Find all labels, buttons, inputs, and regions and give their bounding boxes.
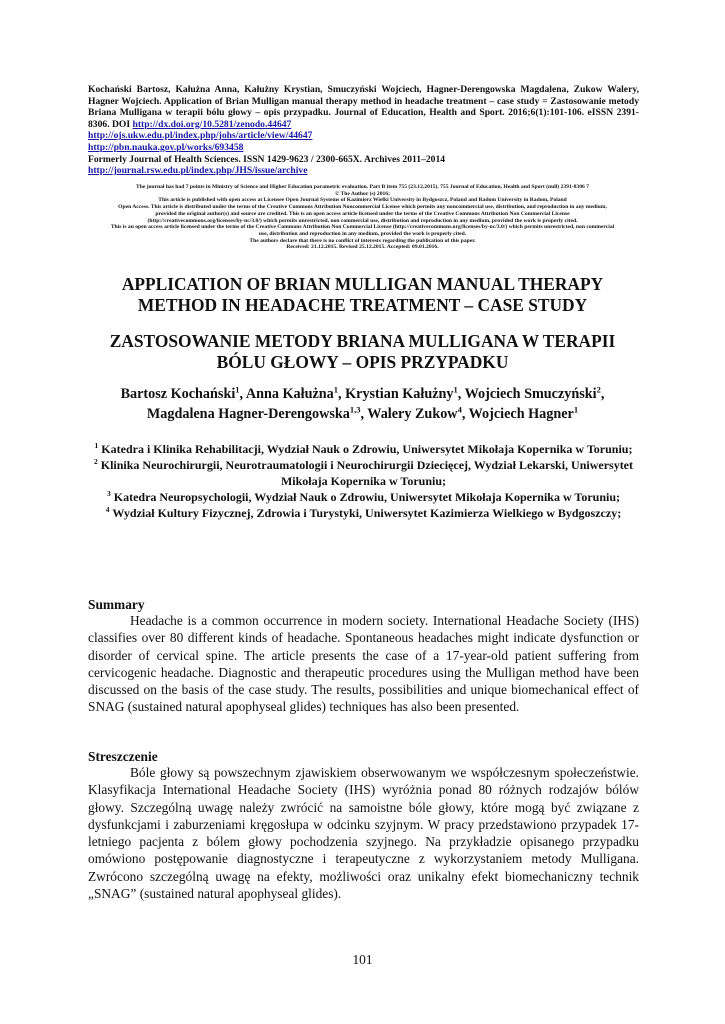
journal-archive-link[interactable]: http://journal.rsw.edu.pl/index.php/JHS/issue/archive — [88, 165, 308, 177]
ojs-article-link[interactable]: http://ojs.ukw.edu.pl/index.php/johs/article/view/44647 — [88, 130, 313, 142]
doi-link[interactable]: http://dx.doi.org/10.5281/zenodo.44647 — [132, 118, 292, 130]
author-name: Wojciech Hagner — [468, 406, 574, 422]
formerly-line: Formerly Journal of Health Sciences. ISSN 1429-9623 / 2300-665X. Archives 2011–2014 — [88, 153, 446, 165]
citation-block — [88, 84, 639, 177]
author-name: Magdalena Hagner-Derengowska — [146, 406, 350, 422]
title-polish: ZASTOSOWANIE METODY BRIANA MULLIGANA W TERAPII BÓLU GŁOWY – OPIS PRZYPADKU — [109, 331, 616, 372]
author-name: Krystian Kałużny — [345, 386, 454, 402]
author-name: Walery Zukow — [367, 406, 458, 422]
page-number: 101 — [352, 952, 373, 967]
streszczenie-heading: Streszczenie — [88, 749, 158, 764]
citation-text: Kochański Bartosz, Kałużna Anna, Kałużny Krystian, Smuczyński Wojciech, Hagner-Derengowska Magdalena, Zukow Walery, Hagner Wojciech. Application of Brian Mulligan manual therapy method in headache treatment – case study = Zastosowanie metody Briana Mulligana w terapii bólu głowy – opis przypadku. Journal of Education, Health and Sport. 2016;6(1):101-106. eISSN 2391-8306. DOI — [88, 84, 639, 130]
affiliation-item: $^3$ Katedra Neuropsychologii, Wydział Nauk o Zdrowiu, Uniwersytet Mikołaja Kopernika w Toruniu; — [106, 489, 621, 504]
license-fine-print: The journal has had 7 points in Ministry of Science and Higher Education parametric evaluation. Part B item 755 (23.12.2015). 755 Journal of Education, Health and Sport (null) 2391-8306 7 © The Author (s) 2016; This article is published with open access at Licensee Open Journal Systems of Kazimierz Wielki University in Bydgoszcz, Poland and Radom University in Radom, Poland Open Access. This article is distributed under the terms of the Creative Commons Attribution Noncommercial License which permits any noncommercial use, distribution, and reproduction in any medium, provided the original author(s) and source are credited. This is an open access article licensed under the terms of the Creative Commons Attribution Non Commercial License (http://creativecommons.org/licenses/by-nc/3.0/) which permits unrestricted, non commercial use, distribution and reproduction in any medium, provided the work is properly cited. This is an open access article licensed under the terms of the Creative Commons Attribution Non Commercial License (http://creativecommons.org/licenses/by-nc/3.0/) which permits unrestricted, non commercial use, distribution and reproduction in any medium, provided the work is properly cited. The authors declare that there is no conflict of interests regarding the publication of this paper. Received: 21.12.2015. Revised 25.12.2015. Accepted: 09.01.2016. — [110, 184, 615, 251]
streszczenie-text: Bóle głowy są powszechnym zjawiskiem obserwowanym we współczesnym społeczeństwie. Klasyfikacja International Headache Society (IHS) wyróżnia ponad 80 różnych rodzajów bólów głowy. Szczególną uwagę należy zwrócić na samoistne bóle głowy, które mogą być związane z dysfunkcjami i zaburzeniami kręgosłupa w odcinku szyjnym. W pracy przedstawiono przypadek 17-letniego pacjenta z bólem głowy pochodzenia szyjnego. Na przykładzie opisanego przypadku omówiono postępowanie diagnostyczne i terapeutyczne z wykorzystaniem metody Mulligana. Zwrócono szczególną uwagę na efekty, możliwości oraz unikalny efekt biomechaniczny technik „SNAG” (sustained natural apophyseal glides). — [88, 765, 639, 902]
author-name: Bartosz Kochański — [120, 386, 236, 402]
author-name: Anna Kałużna — [245, 386, 334, 402]
affiliation-item: $^2$ Klinika Neurochirurgii, Neurotraumatologii i Neurochirurgii Dziecięcej, Wydział Lekarski, Uniwersytet Mikołaja Kopernika w Toruniu; — [93, 457, 634, 488]
affiliation-item: $^4$ Wydział Kultury Fizycznej, Zdrowia i Turystyki, Uniwersytet Kazimierza Wielkiego w Bydgoszczy; — [105, 505, 622, 520]
pbn-works-link[interactable]: http://pbn.nauka.gov.pl/works/693458 — [88, 141, 244, 153]
affiliation-item: $^1$ Katedra i Klinika Rehabilitacji, Wydział Nauk o Zdrowiu, Uniwersytet Mikołaja Kopernika w Toruniu; — [94, 441, 633, 456]
author-list: Bartosz Kochański$^1$, Anna Kałużna$^1$, Krystian Kałużny$^1$, Wojciech Smuczyński$^2$, Magdalena Hagner-Derengowska$^{1,3}$, Walery Zukow$^4$, Wojciech Hagner$^1$ — [120, 384, 605, 422]
author-name: Wojciech Smuczyński — [464, 386, 597, 402]
summary-heading: Summary — [88, 597, 145, 612]
affiliation-list — [88, 441, 639, 521]
title-english: APPLICATION OF BRIAN MULLIGAN MANUAL THERAPY METHOD IN HEADACHE TREATMENT – CASE STUDY — [121, 274, 604, 315]
summary-text: Headache is a common occurrence in modern society. International Headache Society (IHS) classifies over 80 different kinds of headache. Spontaneous headaches might indicate dysfunction or disorder of cervical spine. The article presents the case of a 17-year-old patient suffering from cervicogenic headache. Diagnostic and therapeutic procedures using the Mulligan method have been discussed on the basis of the case study. The results, possibilities and unique biomechanical effect of SNAG (sustained natural apophyseal glides) techniques has also been presented. — [88, 613, 639, 715]
